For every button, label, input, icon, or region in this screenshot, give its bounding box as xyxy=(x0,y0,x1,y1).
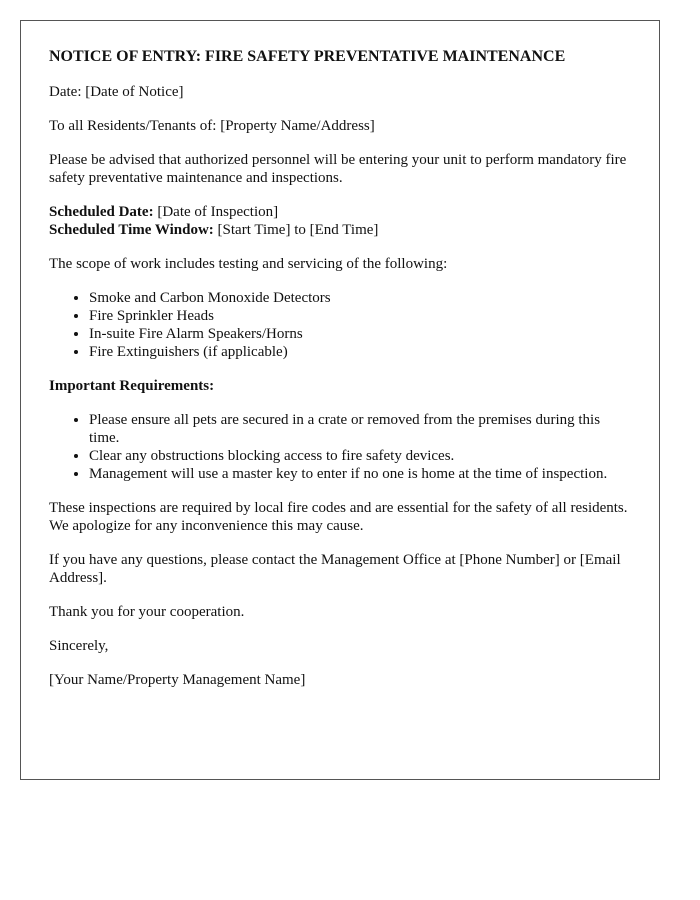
scope-item: • Fire Sprinkler Heads xyxy=(89,307,631,325)
notice-date: Date: [Date of Notice] xyxy=(49,84,184,100)
contact-paragraph: If you have any questions, please contact the Management Office at [Phone Number] or [Email Address]. xyxy=(49,552,621,586)
schedule-block xyxy=(49,203,631,239)
codes-paragraph: These inspections are required by local fire codes and are essential for the safety of all residents. We apologize for any inconvenience this may cause. xyxy=(49,500,628,534)
closing-line: Sincerely, xyxy=(49,638,109,654)
scheduled-date-row xyxy=(49,203,631,221)
notice-document xyxy=(20,20,660,780)
notice-recipients: To all Residents/Tenants of: [Property Name/Address] xyxy=(49,118,375,134)
scheduled-window-value: [Start Time] to [End Time] xyxy=(213,222,379,238)
notice-title: NOTICE OF ENTRY: FIRE SAFETY PREVENTATIVE MAINTENANCE xyxy=(49,48,566,65)
requirement-item: • Please ensure all pets are secured in a crate or removed from the premises during this time. xyxy=(89,411,631,447)
notice-intro: Please be advised that authorized personnel will be entering your unit to perform mandatory fire safety preventative maintenance and inspections. xyxy=(49,152,627,186)
signature-line: [Your Name/Property Management Name] xyxy=(49,672,306,688)
scope-item: • Smoke and Carbon Monoxide Detectors xyxy=(89,289,631,307)
scope-item: • Fire Extinguishers (if applicable) xyxy=(89,343,631,361)
scheduled-date-label: Scheduled Date: xyxy=(49,204,154,220)
requirements-list xyxy=(49,411,631,483)
scope-list xyxy=(49,289,631,361)
requirements-heading: Important Requirements: xyxy=(49,378,215,394)
requirement-item: • Clear any obstructions blocking access to fire safety devices. xyxy=(89,447,631,465)
scope-item: • In-suite Fire Alarm Speakers/Horns xyxy=(89,325,631,343)
requirement-item: • Management will use a master key to enter if no one is home at the time of inspection. xyxy=(89,465,631,483)
scope-intro: The scope of work includes testing and servicing of the following: xyxy=(49,256,448,272)
scheduled-window-row xyxy=(49,221,631,239)
scheduled-date-value: [Date of Inspection] xyxy=(153,204,279,220)
thanks-line: Thank you for your cooperation. xyxy=(49,604,245,620)
scheduled-window-label: Scheduled Time Window: xyxy=(49,222,214,238)
